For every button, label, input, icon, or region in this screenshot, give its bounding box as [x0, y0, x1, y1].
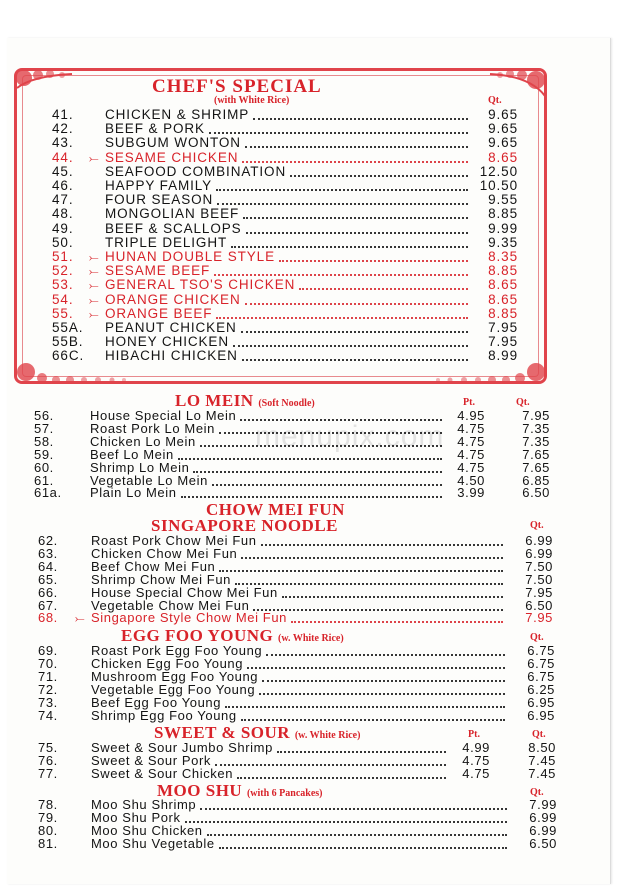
item-name: ORANGE CHICKEN	[105, 291, 241, 307]
item-name: HAPPY FAMILY	[105, 178, 213, 193]
egg-foo-young-qt-header: Qt.	[530, 632, 544, 643]
item-number: 45.	[52, 163, 74, 179]
item-number: 54.	[52, 291, 74, 307]
lo_mein-item	[0, 486, 640, 500]
item-price: 7.95	[525, 584, 553, 600]
item-price: 10.50	[479, 178, 518, 193]
lo-mein-pt-header: Pt.	[463, 397, 475, 408]
item-price: 6.75	[527, 643, 555, 658]
item-price: 9.55	[488, 192, 518, 208]
item-number: 70.	[38, 655, 58, 671]
item-price: 6.99	[529, 809, 557, 825]
dot-leader	[243, 207, 468, 219]
item-name: Vegetable Lo Mein	[90, 472, 208, 488]
item-number: 74.	[38, 707, 58, 723]
pint-price: 4.75	[462, 752, 490, 768]
item-number: 76.	[38, 752, 58, 768]
item-name: Roast Pork Chow Mei Fun	[91, 533, 257, 548]
chow-mei-fun-qt-header: Qt.	[530, 520, 544, 531]
dot-leader	[178, 448, 442, 460]
sweet_sour-item	[0, 767, 640, 781]
item-price: 9.65	[488, 135, 518, 151]
item-name: Roast Pork Egg Foo Young	[91, 643, 263, 658]
quart-price: 7.45	[528, 765, 556, 781]
item-number: 72.	[38, 681, 58, 697]
dot-leader	[209, 122, 468, 134]
dot-leader	[216, 179, 468, 191]
item-name: HONEY CHICKEN	[105, 334, 229, 350]
quart-price: 6.85	[522, 472, 550, 488]
item-name: Shrimp Egg Foo Young	[91, 707, 237, 723]
dot-leader	[200, 435, 442, 447]
item-name: ORANGE BEEF	[105, 305, 213, 321]
chefs_special-item	[0, 250, 640, 264]
chefs-special-title: CHEF'S SPECIAL	[152, 76, 322, 97]
pepper-icon: ⤚	[89, 278, 100, 293]
item-number: 67.	[38, 597, 58, 613]
item-number: 49.	[52, 220, 74, 236]
dot-leader	[237, 767, 446, 779]
pepper-icon: ⤚	[89, 150, 100, 165]
item-number: 41.	[52, 107, 74, 122]
pepper-icon: ⤚	[89, 306, 100, 321]
chefs_special-item	[0, 151, 640, 165]
item-name: HIBACHI CHICKEN	[105, 348, 238, 364]
dot-leader	[245, 293, 468, 305]
item-number: 65.	[38, 571, 58, 587]
item-name: Chicken Lo Mein	[90, 433, 196, 449]
dot-leader	[181, 486, 442, 498]
item-number: 46.	[52, 178, 74, 193]
item-number: 66C.	[52, 348, 85, 364]
item-price: 8.35	[488, 249, 518, 264]
chefs_special-item	[0, 293, 640, 307]
item-price: 6.99	[525, 545, 553, 561]
item-price: 9.35	[488, 234, 518, 250]
dot-leader	[259, 683, 505, 695]
item-name: SEAFOOD COMBINATION	[105, 163, 287, 179]
sweet-sour-title-text: SWEET & SOUR	[154, 723, 291, 742]
singapore-noodle-title: SINGAPORE NOODLE	[151, 516, 338, 535]
quart-price: 7.35	[522, 420, 550, 436]
item-price: 8.65	[488, 277, 518, 293]
item-price: 9.65	[488, 107, 518, 122]
dot-leader	[246, 222, 468, 234]
dot-leader	[277, 741, 446, 753]
item-number: 63.	[38, 545, 58, 561]
item-price: 6.99	[525, 533, 553, 548]
item-number: 77.	[38, 765, 58, 781]
floral-ornament-icon	[470, 66, 550, 106]
item-number: 55A.	[52, 320, 84, 335]
item-price: 6.95	[527, 707, 555, 723]
item-number: 52.	[52, 263, 74, 279]
item-price: 7.50	[525, 558, 553, 574]
item-number: 42.	[52, 121, 74, 137]
chefs_special-item	[0, 307, 640, 321]
item-number: 43.	[52, 135, 74, 151]
item-price: 6.75	[527, 668, 555, 684]
item-name: Singapore Style Chow Mei Fun	[91, 610, 288, 626]
item-number: 55.	[52, 305, 74, 321]
pint-price: 4.75	[457, 446, 485, 462]
moo-shu-qt-header: Qt.	[530, 787, 544, 798]
quart-price: 7.95	[522, 408, 550, 423]
chefs_special-item	[0, 193, 640, 207]
pint-price: 4.75	[457, 459, 485, 475]
chow_mei_fun-item	[0, 611, 640, 625]
dot-leader	[212, 474, 442, 486]
item-number: 47.	[52, 192, 74, 208]
dot-leader	[242, 151, 468, 163]
dot-leader	[231, 236, 468, 248]
item-number: 62.	[38, 533, 58, 548]
item-price: 8.99	[488, 348, 518, 364]
dot-leader	[245, 136, 468, 148]
item-name: Moo Shu Pork	[91, 809, 181, 825]
dot-leader	[241, 321, 468, 333]
moo-shu-title-text: MOO SHU	[157, 781, 243, 800]
item-number: 60.	[34, 459, 54, 475]
item-name: Moo Shu Shrimp	[91, 797, 197, 812]
dot-leader	[200, 798, 507, 810]
dot-leader	[219, 422, 442, 434]
dot-leader	[207, 824, 507, 836]
item-name: Moo Shu Chicken	[91, 822, 203, 838]
pint-price: 4.75	[457, 420, 485, 436]
pepper-icon: ⤚	[75, 611, 86, 626]
lo-mein-note: (Soft Noodle)	[258, 398, 315, 409]
quart-price: 7.65	[522, 459, 550, 475]
dot-leader	[282, 586, 503, 598]
item-name: Shrimp Lo Mein	[90, 459, 190, 475]
dot-leader	[253, 599, 503, 611]
dot-leader	[290, 165, 468, 177]
dot-leader	[219, 560, 503, 572]
item-price: 6.25	[527, 681, 555, 697]
item-name: Vegetable Chow Mei Fun	[91, 597, 250, 613]
dot-leader	[215, 754, 446, 766]
dot-leader	[242, 349, 468, 361]
item-name: House Special Chow Mei Fun	[91, 584, 278, 600]
chefs_special-item	[0, 136, 640, 150]
chow-mei-fun-title: CHOW MEI FUN	[206, 500, 345, 519]
item-number: 51.	[52, 249, 74, 264]
dot-leader	[299, 278, 468, 290]
pint-price: 4.95	[457, 408, 485, 423]
watermark: menupix.com	[255, 420, 445, 453]
item-price: 8.65	[488, 149, 518, 165]
egg_foo_young-item	[0, 709, 640, 723]
dot-leader	[225, 696, 505, 708]
item-number: 80.	[38, 822, 58, 838]
item-price: 9.65	[488, 121, 518, 137]
item-name: Moo Shu Vegetable	[91, 835, 215, 851]
item-price: 7.95	[488, 334, 518, 350]
quart-price: 8.50	[528, 740, 556, 755]
pint-price: 4.99	[462, 740, 490, 755]
dot-leader	[279, 250, 468, 262]
chefs_special-item	[0, 108, 640, 122]
item-number: 53.	[52, 277, 74, 293]
item-price: 6.50	[529, 835, 557, 851]
chefs_special-item	[0, 122, 640, 136]
item-number: 75.	[38, 740, 58, 755]
item-number: 61.	[34, 472, 54, 488]
item-number: 48.	[52, 206, 74, 222]
chefs_special-item	[0, 207, 640, 221]
item-price: 9.99	[488, 220, 518, 236]
chefs_special-item	[0, 278, 640, 292]
chefs-special-qt-header: Qt.	[488, 95, 502, 106]
item-price: 6.99	[529, 822, 557, 838]
item-name: HUNAN DOUBLE STYLE	[105, 249, 275, 264]
item-name: Sweet & Sour Jumbo Shrimp	[91, 740, 273, 755]
item-price: 8.85	[488, 263, 518, 279]
dot-leader	[235, 573, 503, 585]
item-name: Sweet & Sour Pork	[91, 752, 212, 768]
pint-price: 3.99	[457, 485, 485, 501]
dot-leader	[262, 670, 505, 682]
sweet-sour-note: (w. White Rice)	[294, 730, 361, 741]
dot-leader	[253, 108, 468, 120]
item-price: 8.85	[488, 305, 518, 321]
item-price: 8.65	[488, 291, 518, 307]
item-name: Mushroom Egg Foo Young	[91, 668, 259, 684]
item-name: BEEF & SCALLOPS	[105, 220, 242, 236]
item-number: 66.	[38, 584, 58, 600]
dot-leader	[193, 461, 442, 473]
item-price: 6.95	[527, 694, 555, 710]
item-number: 68.	[38, 610, 58, 626]
quart-price: 7.65	[522, 446, 550, 462]
item-price: 7.95	[488, 320, 518, 335]
chefs_special-item	[0, 236, 640, 250]
quart-price: 7.35	[522, 433, 550, 449]
item-name: PEANUT CHICKEN	[105, 320, 237, 335]
item-price: 6.75	[527, 655, 555, 671]
item-number: 71.	[38, 668, 58, 684]
floral-ornament-icon	[12, 66, 92, 96]
item-name: MONGOLIAN BEEF	[105, 206, 240, 222]
item-price: 8.85	[488, 206, 518, 222]
item-name: TRIPLE DELIGHT	[105, 234, 228, 250]
item-name: House Special Lo Mein	[90, 408, 237, 423]
moo-shu-note: (with 6 Pancakes)	[246, 788, 323, 799]
dot-leader	[261, 534, 503, 546]
pint-price: 4.75	[462, 765, 490, 781]
item-number: 59.	[34, 446, 54, 462]
item-number: 81.	[38, 835, 58, 851]
item-name: FOUR SEASON	[105, 192, 214, 208]
lo-mein-qt-header: Qt.	[516, 397, 530, 408]
item-price: 12.50	[479, 163, 518, 179]
item-price: 7.95	[525, 610, 553, 626]
dot-leader	[217, 193, 468, 205]
dot-leader	[291, 611, 503, 623]
pepper-icon: ⤚	[89, 250, 100, 264]
item-name: Vegetable Egg Foo Young	[91, 681, 256, 697]
item-name: GENERAL TSO'S CHICKEN	[105, 277, 296, 293]
sweet-sour-pt-header: Pt.	[468, 729, 480, 740]
pepper-icon: ⤚	[89, 264, 100, 279]
pint-price: 4.50	[457, 472, 485, 488]
item-number: 50.	[52, 234, 74, 250]
item-number: 44.	[52, 149, 74, 165]
item-name: SESAME CHICKEN	[105, 149, 239, 165]
dot-leader	[233, 335, 468, 347]
item-name: Plain Lo Mein	[90, 485, 177, 501]
item-name: Chicken Chow Mei Fun	[91, 545, 238, 561]
dot-leader	[214, 264, 468, 276]
item-name: Beef Chow Mei Fun	[91, 558, 216, 574]
quart-price: 7.45	[528, 752, 556, 768]
moo_shu-item	[0, 837, 640, 851]
item-name: Shrimp Chow Mei Fun	[91, 571, 231, 587]
item-number: 61a.	[34, 485, 62, 501]
quart-price: 6.50	[522, 485, 550, 501]
chefs_special-item	[0, 349, 640, 363]
pint-price: 4.75	[457, 433, 485, 449]
egg-foo-young-note: (w. White Rice)	[278, 633, 344, 644]
chefs_special-item	[0, 179, 640, 193]
item-name: Sweet & Sour Chicken	[91, 765, 234, 781]
pepper-icon: ⤚	[89, 292, 100, 307]
chefs_special-item	[0, 264, 640, 278]
item-number: 64.	[38, 558, 58, 574]
item-name: Chicken Egg Foo Young	[91, 655, 244, 671]
item-number: 56.	[34, 408, 54, 423]
dot-leader	[219, 837, 507, 849]
item-number: 73.	[38, 694, 58, 710]
chefs_special-item	[0, 222, 640, 236]
item-number: 58.	[34, 433, 54, 449]
sweet-sour-qt-header: Qt.	[532, 729, 546, 740]
item-price: 6.50	[525, 597, 553, 613]
item-name: Beef Lo Mein	[90, 446, 174, 462]
chefs-special-subtitle: (with White Rice)	[214, 95, 290, 106]
item-number: 78.	[38, 797, 58, 812]
item-name: SESAME BEEF	[105, 263, 211, 279]
dot-leader	[266, 644, 505, 656]
lo-mein-title-text: LO MEIN	[175, 391, 254, 410]
dot-leader	[185, 811, 507, 823]
item-price: 7.99	[529, 797, 557, 812]
chefs_special-item	[0, 335, 640, 349]
chefs_special-item	[0, 165, 640, 179]
item-number: 69.	[38, 643, 58, 658]
item-name: Beef Egg Foo Young	[91, 694, 222, 710]
chefs_special-item	[0, 321, 640, 335]
dot-leader	[216, 307, 468, 319]
egg-foo-young-title-text: EGG FOO YOUNG	[121, 626, 274, 645]
item-number: 57.	[34, 420, 54, 436]
dot-leader	[240, 409, 442, 421]
item-name: Roast Pork Lo Mein	[90, 420, 215, 436]
item-name: CHICKEN & SHRIMP	[105, 107, 250, 122]
item-number: 79.	[38, 809, 58, 825]
dot-leader	[241, 547, 503, 559]
dot-leader	[241, 709, 505, 721]
item-number: 55B.	[52, 334, 84, 350]
item-name: BEEF & PORK	[105, 121, 205, 137]
dot-leader	[247, 657, 505, 669]
item-name: SUBGUM WONTON	[105, 135, 241, 151]
item-price: 7.50	[525, 571, 553, 587]
